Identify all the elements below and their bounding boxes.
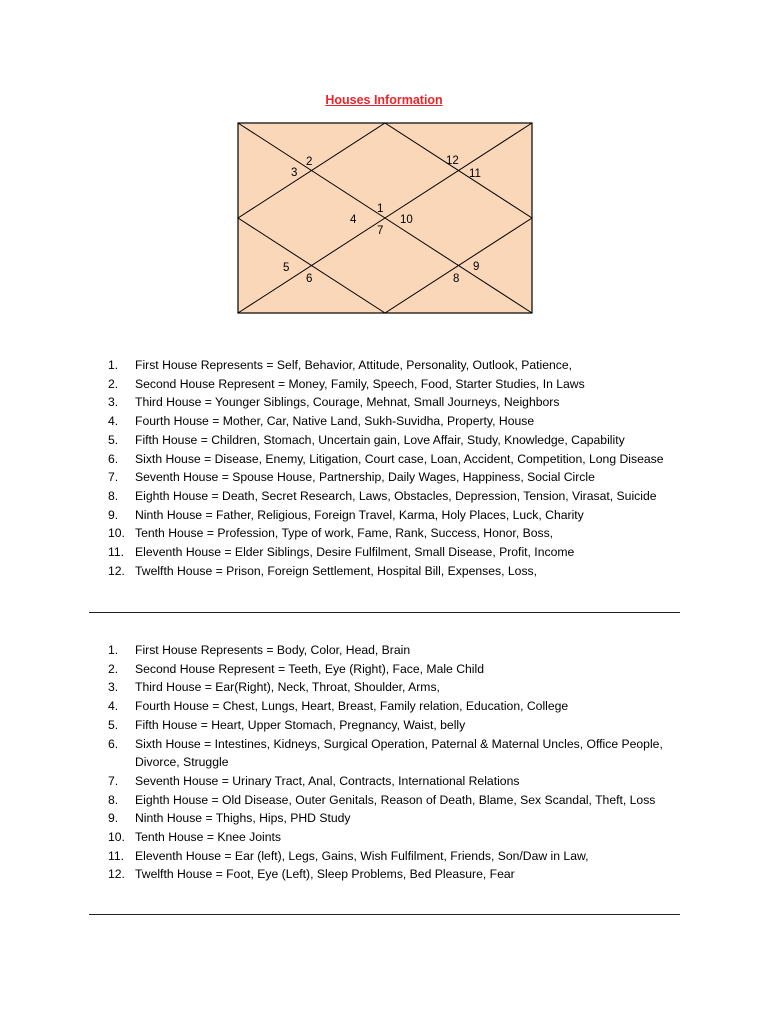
list-item-number: 8.: [108, 792, 119, 807]
list-item-number: 5.: [108, 717, 119, 732]
list-item-number: 3.: [108, 395, 119, 410]
list-item-text: First House Represents = Self, Behavior, Attitude, Personality, Outlook, Patience,: [135, 358, 573, 372]
list-item-number: 2.: [108, 376, 119, 391]
list-item-text: Tenth House = Knee Joints: [135, 830, 282, 845]
house-label-5: 5: [283, 262, 290, 274]
list-item-text: Sixth House = Disease, Enemy, Litigation, Court case, Loan, Accident, Competition, Long Disease: [135, 451, 664, 466]
house-label-12: 12: [446, 155, 459, 167]
list-item-text: Fourth House = Chest, Lungs, Heart, Breast, Family relation, Education, College: [135, 699, 569, 714]
list-item: [108, 543, 688, 562]
list-item: [108, 487, 688, 506]
list-item-text: First House Represents = Body, Color, Head, Brain: [135, 643, 411, 657]
list-item-number: 3.: [108, 680, 119, 695]
list-item: [108, 697, 688, 716]
list-item-number: 5.: [108, 432, 119, 447]
list-item-text: Fifth House = Heart, Upper Stomach, Pregnancy, Waist, belly: [135, 717, 466, 732]
list-item-number: 11.: [108, 848, 125, 863]
list-item-text: Third House = Younger Siblings, Courage, Mehnat, Small Journeys, Neighbors: [135, 395, 560, 410]
list-item: [108, 660, 688, 679]
list-item: [108, 641, 688, 660]
list-item: [108, 393, 688, 412]
list-item: [108, 735, 688, 772]
list-item: [108, 506, 688, 525]
house-chart: [237, 122, 533, 314]
list-item: [108, 847, 688, 866]
list-item-number: 2.: [108, 661, 119, 676]
list-item: [108, 431, 688, 450]
house-body-parts-list: [108, 641, 688, 884]
house-label-11: 11: [469, 168, 481, 180]
list-item: [108, 828, 688, 847]
house-label-9: 9: [473, 261, 480, 273]
list-item: [108, 772, 688, 791]
list-item-text: Sixth House = Intestines, Kidneys, Surgical Operation, Paternal & Maternal Uncles, Office People, Divorce, Struggle: [135, 736, 663, 770]
house-label-6: 6: [306, 273, 313, 285]
list-item: [108, 375, 688, 394]
house-label-7: 7: [377, 225, 384, 237]
list-item: [108, 678, 688, 697]
list-item-number: 1.: [108, 643, 119, 657]
list-item-text: Eighth House = Death, Secret Research, Laws, Obstacles, Depression, Tension, Virasat, Suicide: [135, 488, 657, 503]
list-item: [108, 524, 688, 543]
list-item-text: Eleventh House = Ear (left), Legs, Gains, Wish Fulfilment, Friends, Son/Daw in Law,: [135, 848, 589, 863]
list-item: [108, 865, 688, 884]
list-item-number: 10.: [108, 526, 125, 541]
list-item-text: Seventh House = Spouse House, Partnership, Daily Wages, Happiness, Social Circle: [135, 470, 595, 485]
list-item: [108, 450, 688, 469]
list-item-text: Fifth House = Children, Stomach, Uncertain gain, Love Affair, Study, Knowledge, Capability: [135, 432, 625, 447]
list-item-text: Seventh House = Urinary Tract, Anal, Contracts, International Relations: [135, 773, 520, 788]
house-label-1: 1: [377, 203, 384, 215]
list-item-number: 12.: [108, 867, 125, 882]
list-item-number: 12.: [108, 563, 125, 578]
list-item: [108, 716, 688, 735]
list-item-number: 9.: [108, 507, 119, 522]
house-label-4: 4: [350, 214, 357, 226]
list-item-text: Ninth House = Father, Religious, Foreign Travel, Karma, Holy Places, Luck, Charity: [135, 507, 584, 522]
list-item-number: 6.: [108, 451, 119, 466]
list-item-number: 8.: [108, 488, 119, 503]
house-meanings-list: [108, 356, 688, 580]
list-item: [108, 562, 688, 581]
list-item-text: Eighth House = Old Disease, Outer Genitals, Reason of Death, Blame, Sex Scandal, Theft, Loss: [135, 792, 656, 807]
list-item: [108, 809, 688, 828]
list-item: [108, 791, 688, 810]
page-title: Houses Information: [325, 93, 443, 107]
house-label-2: 2: [306, 156, 313, 168]
house-label-3: 3: [291, 167, 298, 179]
list-item-text: Second House Represent = Teeth, Eye (Right), Face, Male Child: [135, 661, 484, 676]
divider: [89, 612, 680, 613]
list-item-text: Ninth House = Thighs, Hips, PHD Study: [135, 811, 351, 826]
list-item-number: 10.: [108, 830, 125, 845]
list-item: [108, 412, 688, 431]
list-item-number: 7.: [108, 470, 119, 485]
house-label-8: 8: [453, 273, 460, 285]
house-label-10: 10: [400, 214, 413, 226]
list-item-number: 7.: [108, 773, 119, 788]
list-item-text: Tenth House = Profession, Type of work, Fame, Rank, Success, Honor, Boss,: [135, 526, 554, 541]
list-item-text: Second House Represent = Money, Family, Speech, Food, Starter Studies, In Laws: [135, 376, 585, 391]
list-item-text: Twelfth House = Prison, Foreign Settlement, Hospital Bill, Expenses, Loss,: [135, 563, 538, 578]
list-item: [108, 356, 688, 375]
list-item-number: 4.: [108, 414, 119, 429]
list-item-number: 6.: [108, 736, 119, 751]
list-item-number: 9.: [108, 811, 119, 826]
divider: [89, 914, 680, 915]
list-item-text: Eleventh House = Elder Siblings, Desire Fulfilment, Small Disease, Profit, Income: [135, 545, 575, 560]
list-item-number: 4.: [108, 699, 119, 714]
list-item-text: Third House = Ear(Right), Neck, Throat, Shoulder, Arms,: [135, 680, 440, 695]
list-item-text: Fourth House = Mother, Car, Native Land, Sukh-Suvidha, Property, House: [135, 414, 535, 429]
list-item-text: Twelfth House = Foot, Eye (Left), Sleep Problems, Bed Pleasure, Fear: [135, 867, 515, 882]
list-item: [108, 468, 688, 487]
list-item-number: 1.: [108, 358, 119, 372]
list-item-number: 11.: [108, 545, 125, 560]
